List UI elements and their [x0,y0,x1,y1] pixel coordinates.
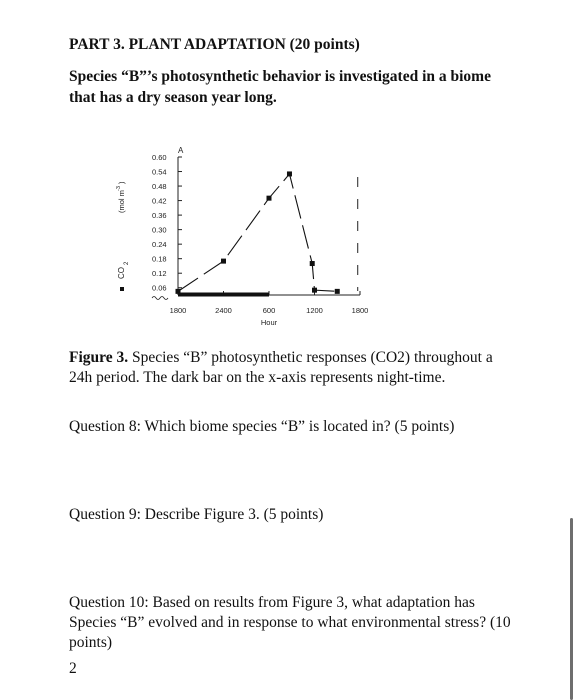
question-9: Question 9: Describe Figure 3. (5 points) [69,506,324,523]
y-tick-label: 0.36 [152,211,167,221]
x-tick-label: 1200 [306,306,323,315]
y-axis [152,153,182,300]
plot-area [176,146,358,297]
y-tick-label: 0.54 [152,167,167,177]
question-10: Question 10: Based on results from Figure 3, what adaptation has Species “B” evolved and in response to what environmental stress? (10 points) [69,594,511,651]
y-tick-label: 0.60 [152,153,167,162]
night-bar [178,293,269,297]
caption-text: Species “B” photosynthetic responses (CO2) throughout a 24h period. The dark bar on the x-axis represents night-time. [69,349,493,386]
y-axis-units: (mol m [117,190,126,213]
y-axis-label [116,181,130,291]
axis-break-mark [152,297,168,300]
figure-3-chart [100,140,380,340]
y-tick-label: 0.12 [152,269,167,279]
x-axis-label: Hour [260,318,278,327]
data-point [221,259,226,264]
y-axis-label-sub: 2 [124,261,130,265]
part-title: PART 3. PLANT ADAPTATION (20 points) [69,36,360,53]
legend-square-marker [120,287,124,291]
x-tick-label: 2400 [215,306,232,315]
scrollbar[interactable] [570,518,573,700]
y-axis-units-close: ) [117,181,126,184]
caption-label: Figure 3. [69,349,129,366]
y-tick-label: 0.30 [152,225,167,235]
x-tick-label: 600 [262,306,276,315]
data-point [176,289,181,294]
x-tick-label: 1800 [169,306,187,315]
data-point [287,171,292,176]
chart-svg [100,140,380,340]
y-tick-label: 0.18 [152,254,167,264]
y-axis-label-main: CO [117,267,126,279]
y-axis-units-sup: -3 [116,186,122,191]
series-line [178,174,337,291]
y-tick-label: 0.48 [152,182,167,192]
figure-caption [69,348,519,388]
question-8: Question 8: Which biome species “B” is located in? (5 points) [69,418,455,435]
data-point [310,261,315,266]
y-axis-label-text-group [116,181,130,291]
data-point [312,288,317,293]
y-tick-label: 0.24 [152,240,167,250]
intro-text: Species “B”’s photosynthetic behavior is investigated in a biome that has a dry season year long. [69,68,491,106]
x-tick-label: 1800 [351,306,369,315]
y-tick-label: 0.42 [152,196,167,206]
page-number: 2 [69,660,77,677]
data-point [335,289,340,294]
panel-label: A [178,146,184,155]
y-tick-label: 0.06 [152,283,167,293]
data-point [267,196,272,201]
